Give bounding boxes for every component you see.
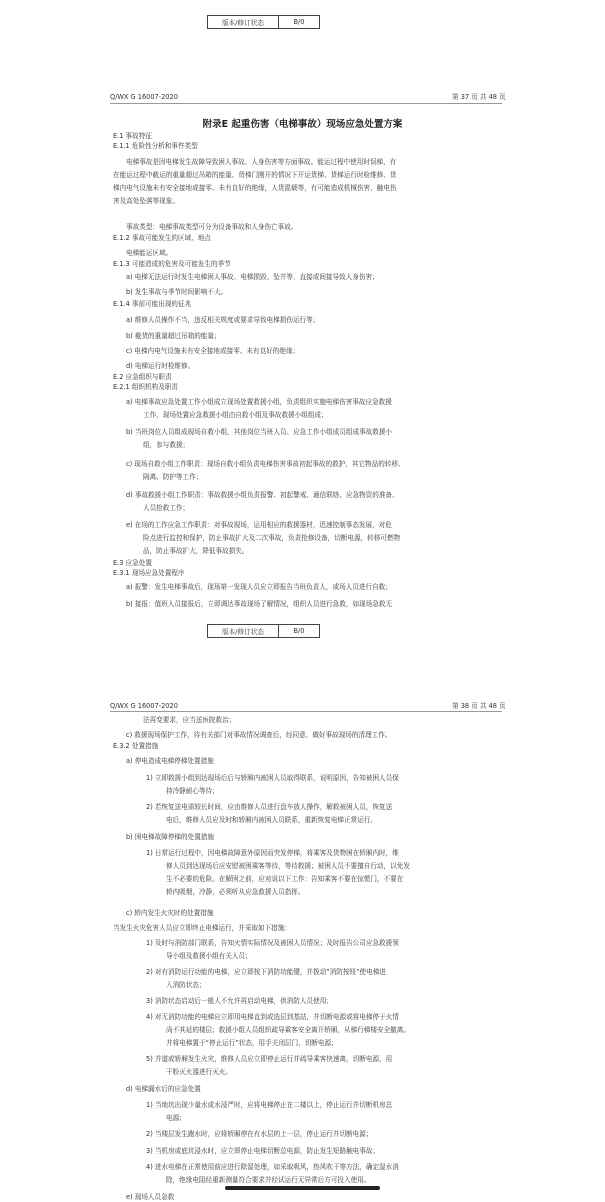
- text-line: 干粉灭火器进行灭火。: [166, 1068, 232, 1076]
- text-line: 轿内吸烟，冷静，必须听从应急救援人员指挥。: [166, 888, 305, 896]
- text-line: 电梯事故是因电梯发生故障导致困人事故、人身伤害等方面事故。能运过程中使用时误梯，有: [126, 158, 397, 166]
- text-line: 电源；: [166, 1114, 186, 1122]
- revision-label: 版本/修订状态: [208, 16, 279, 28]
- text-line: 3) 当机房或底坑浸水时，应立即停止电梯切断总电源，防止发生短路触电事故；: [146, 1147, 380, 1155]
- text-line: E.2.1 组织机构及职责: [113, 383, 179, 391]
- text-line: E.1 事故特征: [113, 132, 152, 140]
- text-line: 生不必要的危险。在解困之前，应劝说以下工作：告知乘客不要在惊慌门，不要在: [166, 875, 404, 883]
- text-line: c) 轿内发生火灾时的处置措施: [126, 909, 214, 917]
- text-line: b) 当班岗位人员组成现场自救小组，其他岗位当班人员、应急工作小组成员组成事故救援小: [126, 428, 393, 436]
- text-line: e) 在场的工作应急工作职责：对事故现场，运用相应的救援器材，迅速控制事态发展，对危: [126, 521, 392, 529]
- text-line: 在能运过程中截运的重量超过吊箱的能量、货梯门刚开的情况下开运货梯、货梯运行时检维修、货: [113, 171, 397, 179]
- page2-header-rule: [110, 711, 502, 712]
- text-line: b) 接报：值班人员接报后，立即调达事故现场了解情况，组织人员进行急救，如现场急救无: [126, 600, 393, 608]
- text-line: b) 截货的重量超过吊箱的能量；: [126, 332, 221, 340]
- text-line: 1) 当地坑出现少量水或水浸严时，应将电梯停止在二楼以上，停止运行并切断机房总: [146, 1101, 393, 1109]
- text-line: 电后，维修人员应及时和轿厢内被困人员联系，重新恢复电梯正常运行。: [166, 816, 377, 824]
- text-line: 1) 立即救援小组到达现场后后与轿厢内被困人员取得联系，说明原因，告知被困人员保: [146, 774, 399, 782]
- revision-value-bottom: B/0: [293, 627, 305, 635]
- text-line: d) 事故救援小组工作职责：事故救援小组负责报警、初起警戒、通信联络、应急物资的准备、: [126, 491, 399, 499]
- text-line: 当发生火灾危害人员应立即终止电梯运行，并采取如下措施：: [113, 924, 292, 932]
- text-line: 除，绝缘电阻经重新测量符合要求并经试运行无异常后方可投入使用。: [166, 1176, 371, 1184]
- text-line: 4) 进水电梯在正常使用前应进行除湿处理，如采取吸风，热风吹干等方法，确定湿水消: [146, 1163, 399, 1171]
- text-line: 害及高处坠落等现象。: [113, 197, 179, 205]
- text-line: a) 报警：发生电梯事故后，现场第一发现人员应立即报告当班负责人，或场人员进行自救；: [126, 583, 392, 591]
- text-line: 工作，现场处置应急救援小组由自救小组及事故救援小组组成；: [143, 411, 328, 419]
- text-line: a) 电梯事故应急处置工作小组成立现场处置救援小组，负责组织实施电梯伤害事故应急救援: [126, 398, 392, 406]
- page1-title: 附录E 起重伤害（电梯事故）现场应急处置方案: [202, 119, 403, 130]
- text-line: 电梯能运区域。: [126, 249, 173, 257]
- text-line: 2) 对有消防运行功能的电梯，应立即按下消防功能键，并拨动“消防按钮”使电梯进: [146, 968, 386, 976]
- page2-doc-code: Q/WX G 16007-2020: [110, 702, 178, 710]
- text-line: 4) 对无消防功能的电梯应立即用电梯直到或选层到基站，并切断电源或将电梯停于火情: [146, 1013, 399, 1021]
- text-line: 法再变要求，应当送医院救治；: [143, 716, 236, 724]
- text-line: a) 电梯无法运行时发生电梯困人事故、电梯损毁、坠井等，直接或间接导致人身伤害；: [126, 273, 379, 281]
- text-line: 5) 并道或轿厢发生火灾，维修人员应立即停止运行并疏导乘客快速离，切断电源，用: [146, 1055, 393, 1063]
- text-line: E.1.1 危险性分析和事件类型: [113, 142, 198, 150]
- text-line: 事故类型：电梯事故类型可分为设备事故和人身伤亡事故。: [126, 223, 298, 231]
- page1-page-info: 第 37 页 共 48 页: [452, 93, 506, 101]
- revision-status-box-bottom: [207, 624, 320, 638]
- text-line: E.2 应急组织与职责: [113, 373, 172, 381]
- text-line: c) 现场自救小组工作职责：现场自救小组负责电梯伤害事故初起事故的救护，其它物品的转移、: [126, 460, 405, 468]
- scroll-indicator[interactable]: [225, 1186, 380, 1190]
- text-line: 2) 若恢复送电需较长时间，应由维修人员进行盘车放人操作，解救被困人员，恢复送: [146, 803, 393, 811]
- page1-doc-code: Q/WX G 16007-2020: [110, 93, 178, 101]
- text-line: 1) 及时与消防部门联系，告知火情实际情况及被困人员情况；及时报告公司应急救援领: [146, 939, 399, 947]
- text-line: 并将电梯置于“停止运行”状态，用手关闭层门、切断电源；: [166, 1039, 338, 1047]
- text-line: 入消防状态；: [166, 981, 206, 989]
- page1-header-rule: [110, 103, 502, 104]
- text-line: 梯内电气设施未有安全接地或接零、未有良好的绝缘，人货混载等，有可能造成机械伤害、触电伤: [113, 184, 397, 192]
- text-line: d) 电梯漏水后的应急处置: [126, 1085, 201, 1093]
- text-line: 2) 当楼层发生跑水时，应将轿厢停在有水层的上一层，停止运行并切断电源；: [146, 1130, 373, 1138]
- text-line: b) 困电梯故障停梯的处置措施: [126, 833, 214, 841]
- revision-value: B/0: [293, 18, 305, 26]
- page2-page-info: 第 38 页 共 48 页: [452, 702, 506, 710]
- text-line: c) 电梯内电气设施未有安全接地或接零、未有良好的绝缘；: [126, 347, 300, 355]
- text-line: 修人员到达现场后应安慰被困乘客等待，等待救援；被困人员不要擅自行动，以免发: [166, 862, 410, 870]
- text-line: 人员抢救工作；: [143, 504, 190, 512]
- text-line: E.3.1 现场应急处置程序: [113, 569, 185, 577]
- text-line: E.1.2 事故可能发生的区域、地点: [113, 234, 211, 242]
- text-line: 品，防止事故扩大，降低事故损失。: [143, 547, 249, 555]
- text-line: 1) 日常运行过程中，因电梯故障意外原因而突发停梯，将乘客及货物困在轿厢内时，维: [146, 849, 399, 857]
- text-line: c) 救援现场保护工作，待有关部门对事故情况调查后，经同意，做好事故现场的清理工作。: [126, 731, 392, 739]
- text-line: 组，参与救援；: [143, 441, 190, 449]
- text-line: 持冷静耐心等待；: [166, 787, 219, 795]
- text-line: E.3.2 处置措施: [113, 742, 159, 750]
- text-line: 隔离、防护等工作；: [143, 473, 203, 481]
- text-line: e) 现场人员急救: [126, 1193, 175, 1201]
- text-line: E.3 应急处置: [113, 559, 152, 567]
- text-line: b) 发生事故与季节时间影响不大。: [126, 288, 228, 296]
- revision-status-box: [207, 15, 320, 29]
- text-line: a) 维修人员操作不当，违反相关规度或要求导致电梯损伤运行等；: [126, 316, 320, 324]
- text-line: E.1.4 事前可能出现的征兆: [113, 300, 192, 308]
- text-line: d) 电梯运行时检维修。: [126, 362, 195, 370]
- text-line: 尚不其延的楼层；救援小组人员组织疏导乘客安全离开轿厢，从梯行梯楼安全撤离。: [166, 1026, 410, 1034]
- text-line: 导小组及救援小组有关人员；: [166, 952, 252, 960]
- text-line: a) 停电造成电梯停梯处置措施: [126, 757, 214, 765]
- text-line: 3) 消防状态启动后一般人不允许再启动电梯，供消防人员使用；: [146, 997, 333, 1005]
- text-line: 险点进行监控和保护，防止事故扩大及二次事故，负责抢修设备，切断电源，转移可燃物: [143, 534, 401, 542]
- text-line: E.1.3 可能造成的危害及可能发生的季节: [113, 260, 231, 268]
- revision-label-bottom: 版本/修订状态: [208, 625, 279, 637]
